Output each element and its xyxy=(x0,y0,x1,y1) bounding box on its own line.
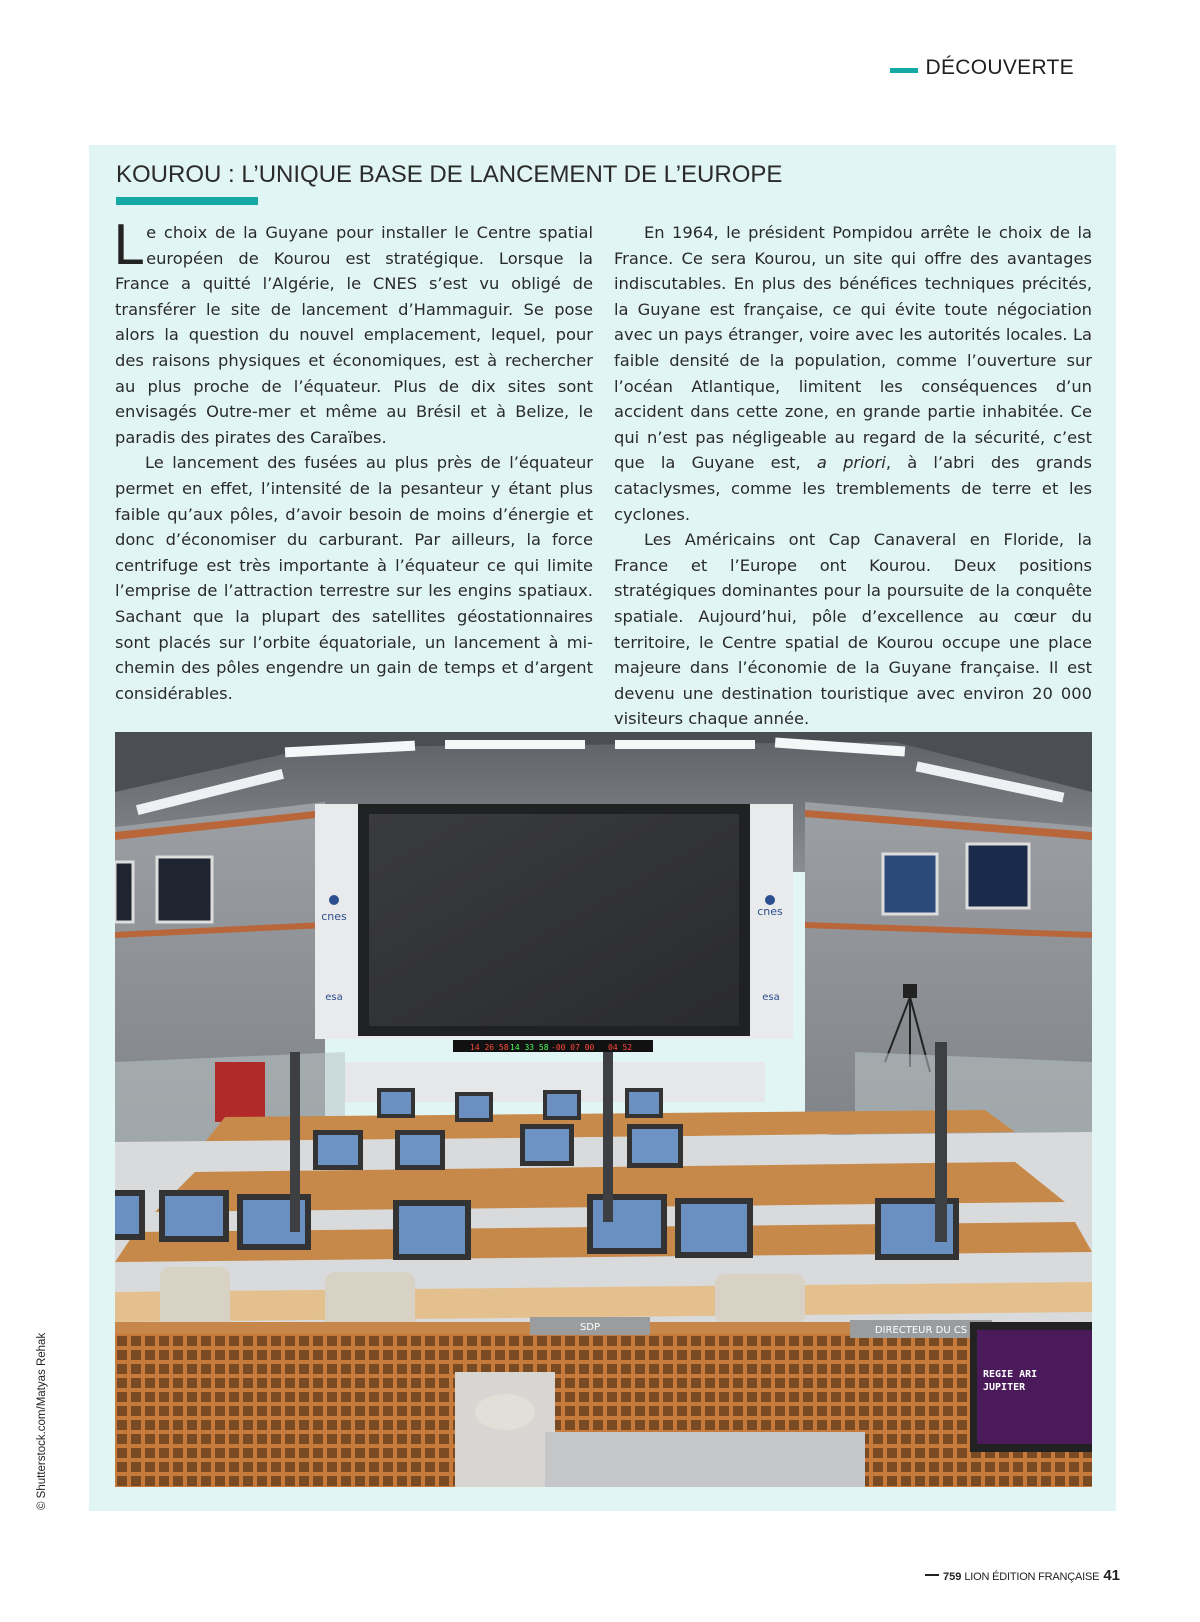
left-column xyxy=(113,214,593,706)
right-paragraph-1-text-b: , à l’abri des grands cataclysmes, comme les tremblements de terre et les cyclones. xyxy=(614,453,1092,524)
esa-logo-right: esa xyxy=(762,992,780,1003)
footer-dash xyxy=(925,1574,939,1576)
desk-label-sdp: SDP xyxy=(579,1322,601,1333)
issue-number: 759 xyxy=(943,1571,962,1583)
section-label: DÉCOUVERTE xyxy=(925,56,1074,79)
photo-credit: © Shutterstock.com/Matyas Rehak xyxy=(36,1332,48,1510)
left-paragraph-1 xyxy=(113,214,593,450)
title-underline xyxy=(116,197,258,205)
left-paragraph-1-text: e choix de la Guyane pour installer le Centre spatial européen de Kourou est stratégique. Lorsque la France a quitté l’Algérie, le CNES s’est vu obligé de transférer le site de lancement d’Hammaguir. Se pose alors la question du nouvel emplacement, lequel, pour des raisons physiques et économiques, est à rechercher au plus proche de l’équateur. Plus de dix sites sont envisagés Outre-mer et même au Brésil et à Belize, le paradis des pirates des Caraïbes. xyxy=(115,223,593,447)
left-paragraph-2: Le lancement des fusées au plus près de l’équateur permet en effet, l’intensité de la pesanteur y étant plus faible qu’aux pôles, d’avoir besoin de moins d’énergie et donc d’économiser du carburant. Par ailleurs, la force centrifuge est très importante à l’équateur ce qui limite l’emprise de l’attraction terrestre sur les engins spatiaux. Sachant que la plupart des satellites géostationnaires sont placés sur l’orbite équatoriale, un lancement à mi-chemin des pôles engendre un gain de temps et d’argent considérables. xyxy=(115,453,593,703)
page-number: 41 xyxy=(1103,1567,1120,1584)
right-paragraph-1 xyxy=(614,220,1092,527)
clock-4: 04 52 xyxy=(608,1043,633,1052)
drop-cap: L xyxy=(113,214,144,277)
cnes-logo-left: cnes xyxy=(321,910,347,923)
monitor-text-1: REGIE ARI xyxy=(983,1369,1038,1380)
section-tag xyxy=(890,56,1074,80)
desk-label-directeur: DIRECTEUR DU CS xyxy=(874,1325,968,1336)
box-title: KOUROU : L’UNIQUE BASE DE LANCEMENT DE L’EUROPE xyxy=(116,161,783,188)
esa-logo-left: esa xyxy=(325,992,343,1003)
main-display xyxy=(369,814,739,1026)
sidebar-box xyxy=(89,145,1116,1511)
clock-3: -00 07 00 xyxy=(551,1043,595,1052)
page-footer xyxy=(925,1567,1120,1584)
control-room-photo xyxy=(115,732,1092,1487)
clock-1: 14 26 58 xyxy=(470,1043,509,1052)
clock-2: 14 33 58 xyxy=(510,1043,549,1052)
right-paragraph-2: Les Américains ont Cap Canaveral en Floride, la France et l’Europe ont Kourou. Deux positions stratégiques dominantes pour la poursuite de la conquête spatiale. Aujourd’hui, pôle d’excellence au cœur du territoire, le Centre spatial de Kourou occupe une place majeure dans l’économie de la Guyane française. Il est devenu une destination touristique avec environ 20 000 visiteurs chaque année. xyxy=(614,530,1092,729)
right-paragraph-1-italic: a priori xyxy=(816,453,886,473)
cnes-logo-right: cnes xyxy=(757,905,783,918)
right-column xyxy=(614,220,1092,732)
right-paragraph-1-text-a: En 1964, le président Pompidou arrête le choix de la France. Ce sera Kourou, un site qui offre des avantages indiscutables. En plus des bénéfices techniques précités, la Guyane est française, ce qui évite toute négociation avec un pays étranger, voire avec les autorités locales. La faible densité de la population, comme l’ouverture sur l’océan Atlantique, limitent les conséquences d’un accident dans cette zone, en grande partie inhabitée. Ce qui n’est pas négligeable au regard de la sécurité, c’est que la Guyane est, xyxy=(614,223,1092,473)
monitor-text-2: JUPITER xyxy=(983,1382,1026,1393)
section-accent-bar xyxy=(890,68,918,73)
magazine-name: LION ÉDITION FRANÇAISE xyxy=(964,1571,1100,1583)
